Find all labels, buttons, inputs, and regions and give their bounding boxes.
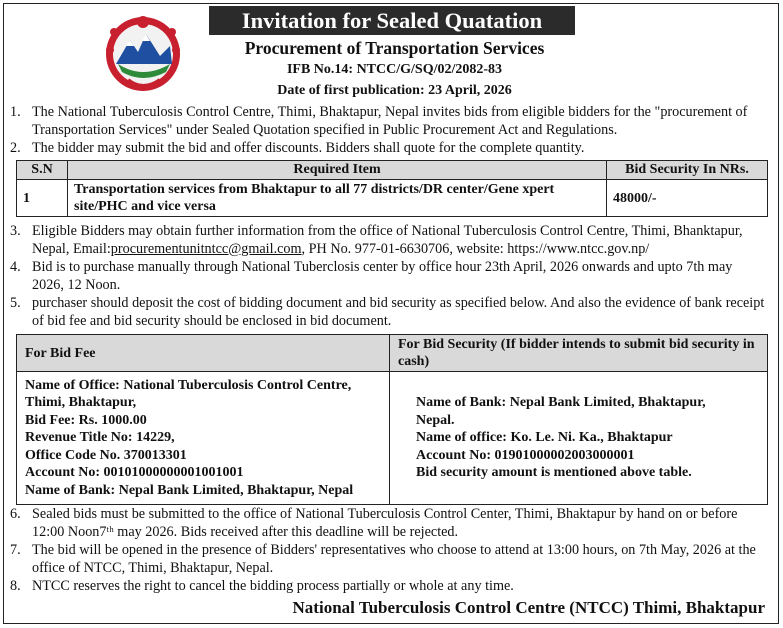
detail-line: Nepal. — [416, 412, 455, 428]
clause-number: 2. — [10, 140, 21, 156]
issuer-signature-line: National Tuberculosis Control Centre (NTCC) Thimi, Bhaktapur — [292, 598, 765, 617]
clause-7 — [10, 542, 766, 577]
detail-line: Name of Bank: Nepal Bank Limited, Bhaktapur, Nepal — [25, 482, 354, 498]
detail-line: Revenue Title No: 14229, — [25, 430, 175, 446]
clause-2 — [10, 140, 766, 158]
clause-number: 1. — [10, 104, 21, 120]
clause-3 — [10, 223, 766, 258]
bid-fee-details — [17, 372, 390, 505]
detail-line: Account No: 00101000000001001001 — [25, 465, 244, 481]
bid-security-details — [390, 372, 768, 505]
table-row — [17, 180, 768, 217]
clause-text: Sealed bids must be submitted to the office of National Tuberculosis Control Center, Thimi, Bhaktapur by hand on or before 12:00 Noon7ᵗʰ may 2026. Bids received after this deadline will be rejected. — [32, 506, 738, 540]
col-header-bid-security: For Bid Security (If bidder intends to submit bid security in cash) — [390, 335, 768, 372]
clause-number: 3. — [10, 223, 21, 239]
clause-text: NTCC reserves the right to cancel the bidding process partially or whole at any time. — [32, 578, 514, 594]
clause-text: The National Tuberculosis Control Centre, Thimi, Bhaktapur, Nepal invites bids from eligible bidders for the "procurement of Transportation Services" under Sealed Quotation specified in Public Procurement Act and Regulations. — [32, 104, 748, 138]
cell-security: 48000/- — [607, 180, 768, 217]
table-row — [17, 372, 768, 505]
clause-text: The bidder may submit the bid and offer discounts. Bidders shall quote for the complete quantity. — [32, 140, 585, 156]
col-header-sn: S.N — [17, 161, 68, 180]
detail-line: Bid Fee: Rs. 1000.00 — [25, 412, 147, 428]
clause-text: , PH No. 977-01-6630706, website: https://www.ntcc.gov.np/ — [301, 240, 650, 257]
clause-6 — [10, 506, 766, 541]
clause-5 — [10, 295, 766, 330]
ifb-number: IFB No.14: NTCC/G/SQ/02/2082-83 — [286, 62, 503, 77]
publication-date: Date of first publication: 23 April, 2026 — [277, 83, 512, 98]
detail-line: Thimi, Bhaktapur, — [25, 395, 137, 411]
item-table — [16, 160, 768, 217]
notice-title: Invitation for Sealed Quatation — [209, 6, 575, 35]
notice-subtitle: Procurement of Transportation Services — [244, 38, 545, 58]
payment-table — [16, 334, 768, 505]
email-link[interactable]: procurementunitntcc@gmail.com — [110, 240, 302, 257]
col-header-bid-fee: For Bid Fee — [17, 335, 390, 372]
col-header-security: Bid Security In NRs. — [607, 161, 768, 180]
clause-number: 6. — [10, 506, 21, 522]
detail-line: Account No: 01901000002003000001 — [416, 447, 635, 463]
clause-text: Eligible Bidders may obtain further information from the office of National Tuberculosis Control Centre, Thimi, Bhanktapur, Nepal, Email: — [32, 223, 743, 257]
detail-line: Name of Bank: Nepal Bank Limited, Bhaktapur, — [416, 395, 706, 411]
clause-number: 5. — [10, 295, 21, 311]
payment-table-header — [17, 335, 768, 372]
item-table-header — [17, 161, 768, 180]
detail-line: Bid security amount is mentioned above table. — [416, 465, 692, 481]
clause-text: purchaser should deposit the cost of bidding document and bid security as specified below. And also the evidence of bank receipt of bid fee and bid security should be enclosed in bid document. — [32, 295, 765, 329]
clause-1 — [10, 104, 766, 139]
col-header-item: Required Item — [68, 161, 607, 180]
clause-number: 7. — [10, 542, 21, 558]
cell-sn: 1 — [17, 180, 68, 217]
clause-4 — [10, 259, 766, 294]
clause-text: The bid will be opened in the presence of Bidders' representatives who choose to attend at 13:00 hours, on 7th May, 2026 at the office of NTCC, Thimi, Bhaktapur, Nepal. — [32, 542, 756, 576]
clause-number: 4. — [10, 259, 21, 275]
clause-text: Bid is to purchase manually through National Tuberclosis center by office hour 23th April, 2026 onwards and upto 7th may 2026, 12 Noon. — [32, 259, 733, 293]
clause-number: 8. — [10, 578, 21, 594]
clause-8 — [10, 578, 766, 596]
detail-line: Name of Office: National Tuberculosis Control Centre, — [25, 378, 352, 394]
cell-item: Transportation services from Bhaktapur to all 77 districts/DR center/Gene xpert site/PHC and vice versa — [68, 180, 607, 217]
detail-line: Office Code No. 370013301 — [25, 447, 187, 463]
detail-line: Name of office: Ko. Le. Ni. Ka., Bhaktapur — [416, 430, 673, 446]
